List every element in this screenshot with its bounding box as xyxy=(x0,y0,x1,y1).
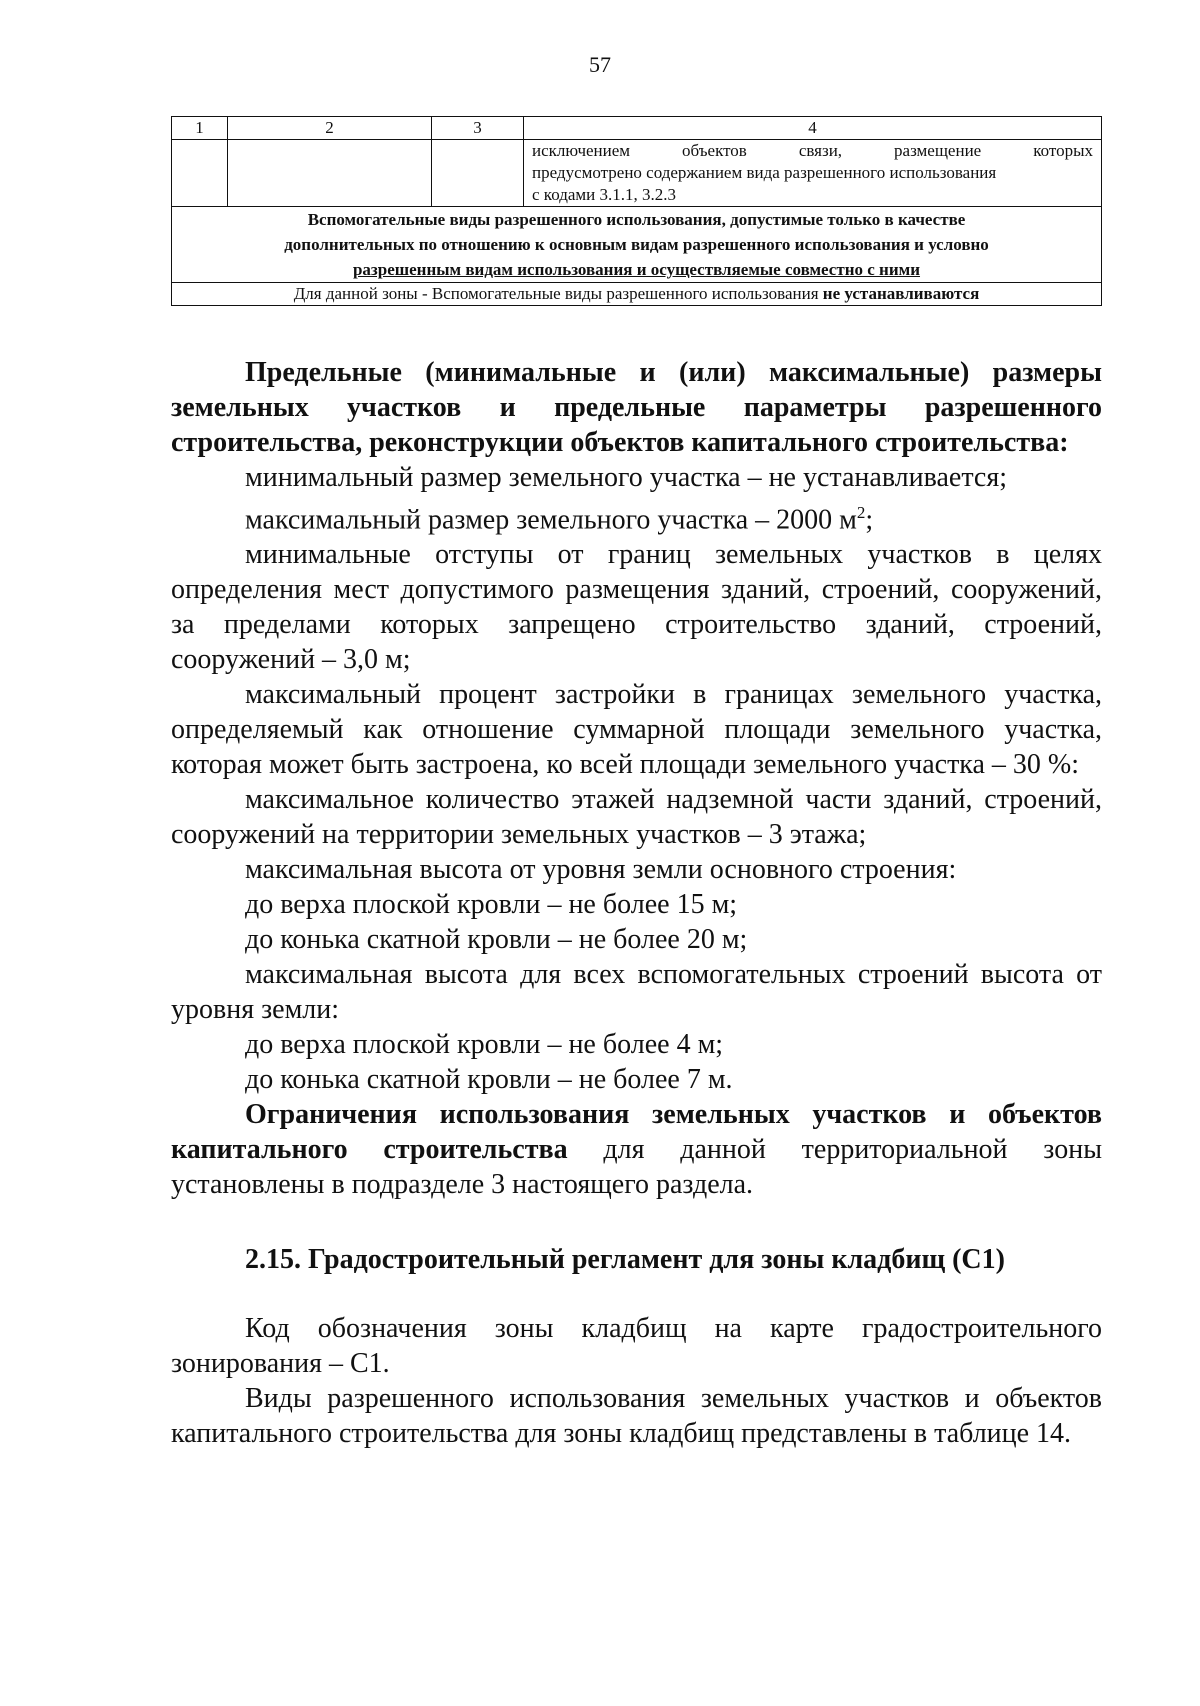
zone-note-cell xyxy=(172,283,1102,306)
table-row-zone-note xyxy=(172,283,1102,306)
regulation-body xyxy=(171,355,1102,1451)
max-plot-size xyxy=(171,495,1102,537)
max-plot-suffix: ; xyxy=(865,504,874,536)
main-flat-roof: до верха плоской кровли – не более 15 м; xyxy=(245,889,738,921)
column-header-2: 2 xyxy=(228,117,432,140)
aux-pitched-roof: до конька скатной кровли – не более 7 м. xyxy=(245,1064,733,1096)
max-plot-superscript: 2 xyxy=(856,503,866,522)
continuation-line-3: с кодами 3.1.1, 3.2.3 xyxy=(532,185,677,204)
page-number: 57 xyxy=(589,52,611,77)
table-row-continuation xyxy=(172,140,1102,207)
column-header-4: 4 xyxy=(524,117,1102,140)
auxiliary-heading-line-3: разрешенным видам использования и осуществляемые совместно с ними xyxy=(352,260,921,279)
column-header-1: 1 xyxy=(172,117,228,140)
aux-height-paragraph: максимальная высота для всех вспомогательных строений высота от уровня земли: xyxy=(171,959,1102,1026)
zone-note-text: Для данной зоны - Вспомогательные виды разрешенного использования xyxy=(293,284,823,303)
zone-code-paragraph: Код обозначения зоны кладбищ на карте градостроительного зонирования – С1. xyxy=(171,1313,1102,1380)
min-plot-size: минимальный размер земельного участка – не устанавливается; xyxy=(245,462,1008,493)
auxiliary-uses-heading xyxy=(172,207,1102,283)
max-plot-text: максимальный размер земельного участка – 2000 м xyxy=(245,504,857,536)
section-title: 2.15. Градостроительный регламент для зоны кладбищ (С1) xyxy=(245,1244,1005,1276)
setbacks-paragraph: минимальные отступы от границ земельных участков в целях определения мест допустимого размещения зданий, строений, сооружений, за пределами которых запрещено строительство зданий, строений, сооружений – 3,0 м; xyxy=(171,539,1102,676)
permitted-use-table xyxy=(171,116,1102,306)
empty-cell xyxy=(228,140,432,207)
auxiliary-heading-line-1: Вспомогательные виды разрешенного использования, допустимые только в качестве xyxy=(307,210,966,229)
restrictions-rest: для данной территориальной зоны установлены в подразделе 3 настоящего раздела. xyxy=(171,1134,1103,1201)
restrictions-paragraph xyxy=(171,1097,1102,1202)
limits-heading: Предельные (минимальные и (или) максимальные) размеры земельных участков и предельные параметры разрешенного строительства, реконструкции объектов капитального строительства: xyxy=(171,357,1102,458)
continuation-line-1: исключением объектов связи, размещение которых xyxy=(532,141,1093,160)
table-row-auxiliary-heading xyxy=(172,207,1102,283)
table-header-row xyxy=(172,117,1102,140)
empty-cell xyxy=(172,140,228,207)
coverage-paragraph: максимальный процент застройки в границах земельного участка, определяемый как отношение суммарной площади земельного участка, которая может быть застроена, ко всей площади земельного участка – 30 %: xyxy=(171,679,1102,781)
continuation-cell xyxy=(524,140,1102,207)
floors-paragraph: максимальное количество этажей надземной части зданий, строений, сооружений на территории земельных участков – 3 этажа; xyxy=(171,784,1102,851)
main-height-paragraph: максимальная высота от уровня земли основного строения: xyxy=(245,854,957,886)
restrictions-bold: Ограничения использования земельных участков и объектов капитального строительства xyxy=(171,1099,1102,1166)
permitted-types-paragraph: Виды разрешенного использования земельных участков и объектов капитального строительства для зоны кладбищ представлены в таблице 14. xyxy=(171,1383,1102,1450)
continuation-line-2: предусмотрено содержанием вида разрешенного использования xyxy=(532,163,997,182)
auxiliary-heading-line-2: дополнительных по отношению к основным видам разрешенного использования и условно xyxy=(284,235,989,254)
spacer xyxy=(171,1277,1102,1311)
main-pitched-roof: до конька скатной кровли – не более 20 м; xyxy=(245,924,748,956)
aux-flat-roof: до верха плоской кровли – не более 4 м; xyxy=(245,1029,724,1061)
empty-cell xyxy=(432,140,524,207)
column-header-3: 3 xyxy=(432,117,524,140)
zone-note-bold: не устанавливаются xyxy=(822,284,980,303)
